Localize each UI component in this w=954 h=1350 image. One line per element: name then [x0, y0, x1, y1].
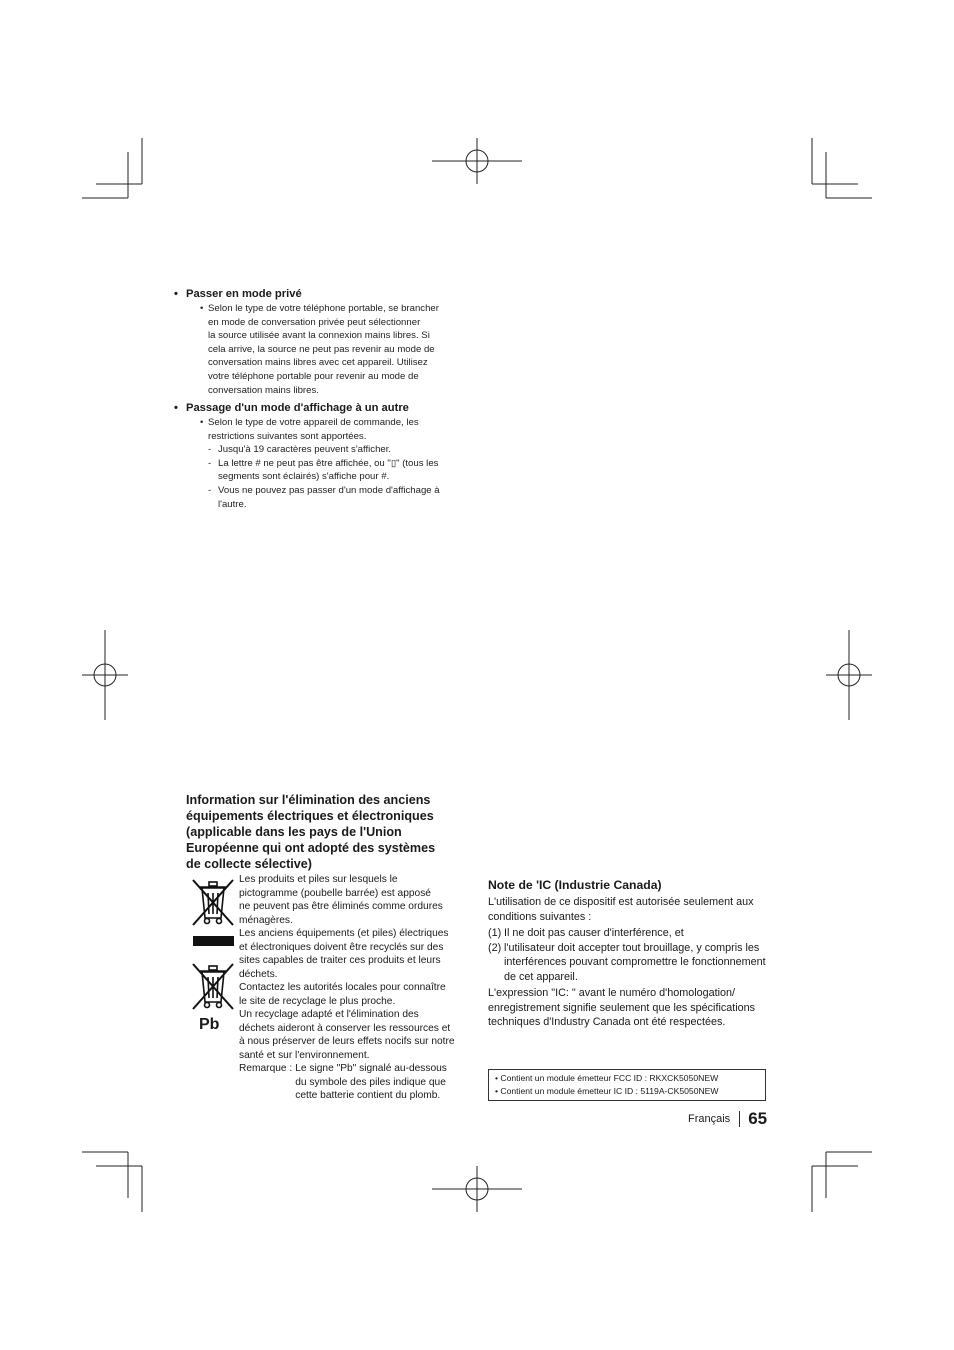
text-line: conversation mains libres avec cet appareil. Utilisez — [208, 357, 428, 369]
ic-note-heading: Note de 'IC (Industrie Canada) — [488, 878, 662, 892]
text-line: restrictions suivantes sont apportées. — [208, 430, 367, 442]
heading-line: Européenne qui ont adopté des systèmes — [186, 841, 436, 855]
separator-bar — [193, 936, 234, 946]
list-number: (2) — [488, 941, 502, 954]
disposal-body — [239, 873, 469, 1103]
text-line: déchets aideront à conserver les ressources et — [239, 1022, 451, 1034]
pb-label: Pb — [199, 1016, 220, 1033]
text-line: ménagères. — [239, 914, 293, 926]
dash-item-continued: segments sont éclairés) s'affiche pour #. — [218, 471, 390, 483]
page-footer — [688, 1109, 767, 1129]
footer-separator — [739, 1111, 740, 1127]
text-line: Les produits et piles sur lesquels le — [239, 874, 398, 885]
private-mode-title: Passer en mode privé — [186, 288, 302, 300]
private-mode-heading — [174, 288, 302, 300]
text-line: Le signe "Pb" signalé au-dessous — [295, 1063, 447, 1074]
text-line: Selon le type de votre appareil de commande, les — [208, 417, 419, 428]
text-line: le site de recyclage le plus proche. — [239, 995, 396, 1007]
list-number: (1) — [488, 927, 502, 939]
list-item — [488, 941, 768, 985]
text-line: Un recyclage adapté et l'élimination des — [239, 1009, 419, 1020]
text-line: santé et sur l'environnement. — [239, 1049, 370, 1061]
text-line: conversation mains libres. — [208, 384, 319, 396]
disposal-heading — [186, 792, 468, 872]
text-line: à nous préserver de leurs effets nocifs sur notre — [239, 1036, 455, 1047]
remark-text — [292, 1062, 447, 1103]
list-item — [488, 926, 768, 941]
dash-item: - La lettre # ne peut pas être affichée, ou "▯" (tous les — [208, 457, 460, 471]
text-line: sites capables de traiter ces produits et leurs — [239, 955, 441, 966]
display-mode-heading — [174, 402, 409, 414]
text-line: Les anciens équipements (et piles) électriques — [239, 928, 449, 939]
text-line: Selon le type de votre téléphone portable, se brancher — [208, 303, 439, 314]
heading-line: Information sur l'élimination des anciens — [186, 793, 431, 807]
ic-intro: L'utilisation de ce dispositif est autorisée seulement aux conditions suivantes : — [488, 896, 754, 923]
crossed-battery-bin-icon — [190, 960, 236, 1012]
body-bullet: • — [200, 417, 204, 428]
ic-note-body — [488, 895, 768, 1032]
heading-line: de collecte sélective) — [186, 857, 313, 871]
remark — [239, 1062, 469, 1103]
fcc-id-line: • Contient un module émetteur FCC ID : RKXCK5050NEW — [495, 1073, 719, 1083]
private-mode-body — [200, 302, 460, 397]
text-line: Contactez les autorités locales pour connaître — [239, 982, 446, 993]
text-line: pictogramme (poubelle barrée) est apposé — [239, 887, 431, 899]
heading-line: équipements électriques et électroniques — [186, 809, 434, 823]
text-line: ne peuvent pas être éliminés comme ordures — [239, 901, 443, 912]
list-text: Il ne doit pas causer d'interférence, et — [504, 927, 684, 939]
list-text: l'utilisateur doit accepter tout brouillage, y compris les interférences pouvant compromettre le fonctionnement de cet appareil. — [504, 941, 766, 983]
heading-bullet: • — [174, 402, 178, 414]
text-line: cette batterie contient du plomb. — [295, 1090, 441, 1101]
text-line: du symbole des piles indique que — [295, 1076, 446, 1088]
ic-id-line: • Contient un module émetteur IC ID : 5119A-CK5050NEW — [495, 1085, 719, 1096]
remark-label: Remarque : — [239, 1063, 293, 1074]
footer-language: Français — [688, 1113, 731, 1125]
text-line: déchets. — [239, 968, 278, 980]
text-line: en mode de conversation privée peut sélectionner — [208, 316, 421, 328]
display-mode-title: Passage d'un mode d'affichage à un autre — [186, 402, 409, 414]
text-line: votre téléphone portable pour revenir au mode de — [208, 370, 419, 382]
display-mode-body — [200, 416, 460, 511]
crossed-bin-icon — [190, 876, 236, 928]
text-line: et électroniques doivent être recyclés sur des — [239, 941, 444, 953]
heading-bullet: • — [174, 288, 178, 300]
heading-line: (applicable dans les pays de l'Union — [186, 825, 402, 839]
ic-expression: L'expression "IC: " avant le numéro d'homologation/ enregistrement signifie seulement que les spécifications techniques d'Industry Canada ont été respectées. — [488, 987, 756, 1028]
dash-item-continued: l'autre. — [218, 498, 247, 510]
body-bullet: • — [200, 303, 204, 314]
module-id-box — [488, 1069, 766, 1101]
dash-item: - Vous ne pouvez pas passer d'un mode d'affichage à — [208, 484, 460, 498]
text-line: cela arrive, la source ne peut pas revenir au mode de — [208, 343, 435, 355]
page-number: 65 — [748, 1109, 768, 1128]
text-line: la source utilisée avant la connexion mains libres. Si — [208, 330, 430, 342]
dash-item: - Jusqu'à 19 caractères peuvent s'afficher. — [208, 443, 460, 457]
